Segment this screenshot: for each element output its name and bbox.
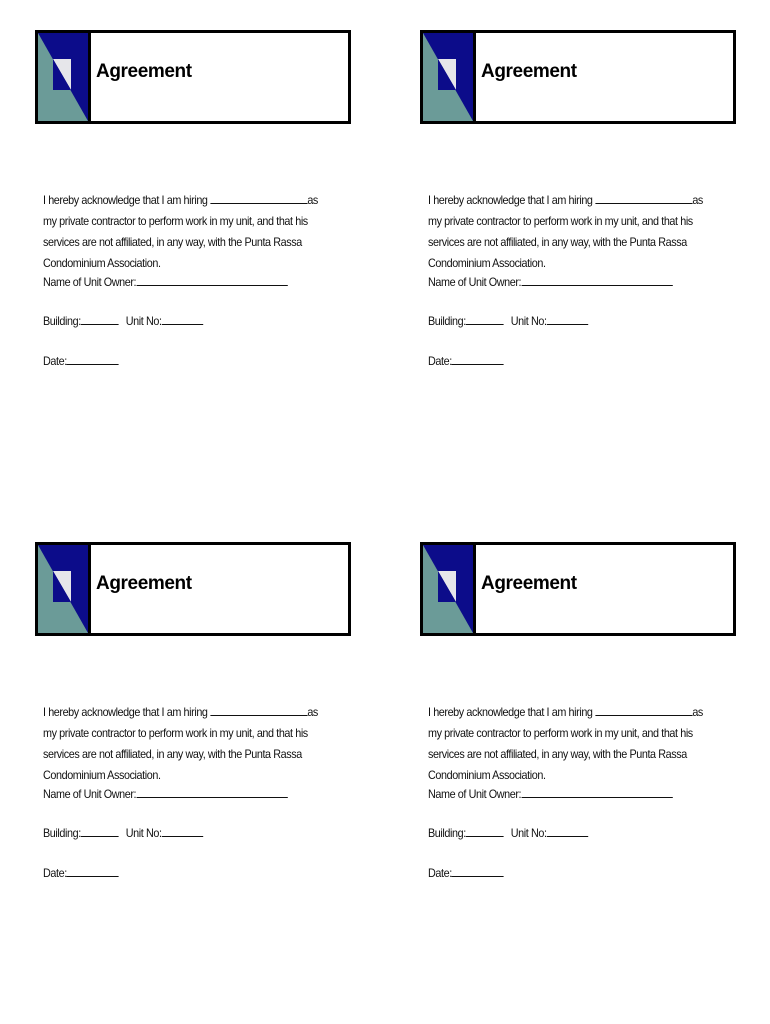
unit-owner-label: Name of Unit Owner: bbox=[43, 787, 137, 801]
unit-owner-field bbox=[43, 787, 287, 801]
agreement-title: Agreement bbox=[481, 61, 577, 82]
agreement-card bbox=[35, 30, 351, 480]
agreement-header bbox=[420, 30, 736, 124]
building-blank[interactable] bbox=[466, 827, 504, 837]
acknowledgement-text bbox=[428, 190, 709, 274]
acknowledgement-prefix: I hereby acknowledge that I am hiring bbox=[428, 705, 593, 719]
contractor-name-blank[interactable] bbox=[595, 706, 692, 716]
unit-number-label: Unit No: bbox=[125, 826, 162, 840]
unit-owner-blank[interactable] bbox=[521, 276, 672, 286]
acknowledgement-suffix: as my private contractor to perform work in my unit, and that his services are not affiliated, in any way, with the Punta Rassa Condominium Association. bbox=[428, 193, 703, 270]
date-field bbox=[428, 866, 504, 880]
building-label: Building: bbox=[43, 314, 81, 328]
building-unit-field bbox=[43, 826, 203, 840]
date-label: Date: bbox=[43, 354, 67, 368]
unit-owner-field bbox=[43, 275, 287, 289]
date-field bbox=[43, 866, 119, 880]
agreement-title: Agreement bbox=[481, 573, 577, 594]
acknowledgement-text bbox=[428, 702, 709, 786]
acknowledgement-suffix: as my private contractor to perform work in my unit, and that his services are not affiliated, in any way, with the Punta Rassa Condominium Association. bbox=[43, 193, 318, 270]
agreement-card bbox=[35, 542, 351, 992]
agreement-header bbox=[420, 542, 736, 636]
building-blank[interactable] bbox=[466, 315, 504, 325]
acknowledgement-text bbox=[43, 702, 324, 786]
contractor-name-blank[interactable] bbox=[595, 194, 692, 204]
agreement-title: Agreement bbox=[96, 61, 192, 82]
acknowledgement-suffix: as my private contractor to perform work in my unit, and that his services are not affiliated, in any way, with the Punta Rassa Condominium Association. bbox=[43, 705, 318, 782]
unit-owner-label: Name of Unit Owner: bbox=[428, 787, 522, 801]
unit-owner-blank[interactable] bbox=[136, 276, 287, 286]
agreement-card bbox=[420, 30, 736, 480]
unit-number-blank[interactable] bbox=[547, 827, 588, 837]
unit-number-blank[interactable] bbox=[547, 315, 588, 325]
unit-owner-field bbox=[428, 275, 672, 289]
contractor-name-blank[interactable] bbox=[210, 706, 307, 716]
unit-owner-field bbox=[428, 787, 672, 801]
building-unit-field bbox=[43, 314, 203, 328]
unit-owner-label: Name of Unit Owner: bbox=[43, 275, 137, 289]
agreement-card bbox=[420, 542, 736, 992]
acknowledgement-suffix: as my private contractor to perform work in my unit, and that his services are not affiliated, in any way, with the Punta Rassa Condominium Association. bbox=[428, 705, 703, 782]
unit-owner-blank[interactable] bbox=[521, 788, 672, 798]
agreement-header bbox=[35, 542, 351, 636]
unit-owner-label: Name of Unit Owner: bbox=[428, 275, 522, 289]
unit-number-blank[interactable] bbox=[162, 827, 203, 837]
unit-number-label: Unit No: bbox=[510, 314, 547, 328]
building-label: Building: bbox=[428, 314, 466, 328]
unit-owner-blank[interactable] bbox=[136, 788, 287, 798]
acknowledgement-text bbox=[43, 190, 324, 274]
date-label: Date: bbox=[43, 866, 67, 880]
logo-icon bbox=[423, 33, 476, 121]
acknowledgement-prefix: I hereby acknowledge that I am hiring bbox=[428, 193, 593, 207]
building-unit-field bbox=[428, 314, 588, 328]
date-blank[interactable] bbox=[67, 355, 119, 365]
contractor-name-blank[interactable] bbox=[210, 194, 307, 204]
logo-icon bbox=[423, 545, 476, 633]
unit-number-blank[interactable] bbox=[162, 315, 203, 325]
agreement-title: Agreement bbox=[96, 573, 192, 594]
building-blank[interactable] bbox=[81, 827, 119, 837]
acknowledgement-prefix: I hereby acknowledge that I am hiring bbox=[43, 705, 208, 719]
date-blank[interactable] bbox=[452, 867, 504, 877]
building-label: Building: bbox=[43, 826, 81, 840]
date-label: Date: bbox=[428, 866, 452, 880]
date-field bbox=[428, 354, 504, 368]
date-label: Date: bbox=[428, 354, 452, 368]
date-field bbox=[43, 354, 119, 368]
logo-icon bbox=[38, 33, 91, 121]
date-blank[interactable] bbox=[452, 355, 504, 365]
unit-number-label: Unit No: bbox=[125, 314, 162, 328]
acknowledgement-prefix: I hereby acknowledge that I am hiring bbox=[43, 193, 208, 207]
building-blank[interactable] bbox=[81, 315, 119, 325]
logo-icon bbox=[38, 545, 91, 633]
building-unit-field bbox=[428, 826, 588, 840]
building-label: Building: bbox=[428, 826, 466, 840]
agreement-header bbox=[35, 30, 351, 124]
unit-number-label: Unit No: bbox=[510, 826, 547, 840]
date-blank[interactable] bbox=[67, 867, 119, 877]
